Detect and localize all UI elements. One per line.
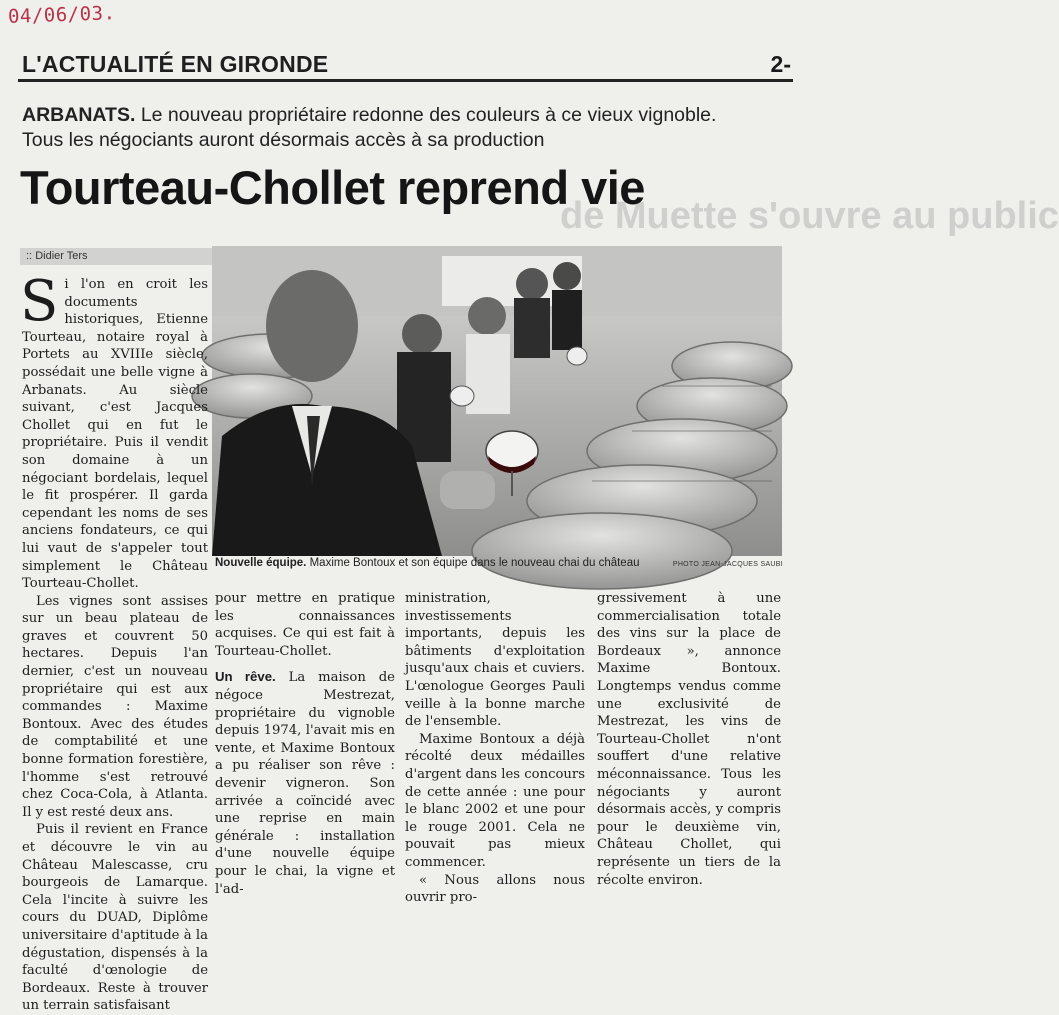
paragraph-6: ministration, investissements importants, depuis les bâtiments d'exploitation jusqu'aux chais et cuviers. L'œnologue Georges Pauli veille à la bonne marche de l'ensemble.: [405, 591, 585, 730]
page-number: 2-: [770, 51, 791, 77]
intertitle: Un rêve.: [215, 669, 276, 685]
kicker-place: ARBANATS.: [22, 104, 136, 126]
caption-title: Nouvelle équipe.: [215, 557, 307, 569]
paragraph-7: Maxime Bontoux a déjà récolté deux médailles d'argent dans les concours de cette année : une pour le blanc 2002 et une pour le rouge 2001. Cela ne pouvait pas mieux commencer.: [405, 731, 585, 870]
kicker: [22, 103, 787, 153]
article-column-1: [20, 269, 208, 1015]
byline-author: Didier Ters: [35, 250, 88, 262]
paragraph-8: « Nous allons nous ouvrir pro-: [405, 872, 585, 906]
headline: Tourteau-Chollet reprend vie: [20, 161, 645, 214]
article-column-3: [405, 590, 585, 907]
paragraph-5: Un rêve. La maison de négoce Mestrezat, propriétaire du vignoble depuis 1974, l'avait mis en vente, et Maxime Bontoux a pu réaliser son rêve : devenir vigneron. Son arrivée a coïncidé avec une reprise en main générale : installation d'une nouvelle équipe pour le chai, la vigne et l'ad-: [215, 669, 395, 897]
paragraph-9: gressivement à une commercialisation totale des vins sur la place de Bordeaux », annonce Maxime Bontoux. Longtemps vendus comme une exclusivité de Mestrezat, les vins de Tourteau-Chollet n'ont souffert d'une relative méconnaissance. Tous les négociants y auront désormais accès, y compris pour le deuxième vin, Château Chollet, qui représente un tiers de la récolte environ.: [597, 591, 781, 888]
kicker-line-2: Tous les négociants auront désormais accès à sa production: [22, 129, 545, 151]
byline-marker-icon: ::: [26, 250, 33, 262]
paragraph-1: Si l'on en croit les documents historiques, Etienne Tourteau, notaire royal à Portets au XVIIIe siècle, possédait une belle vigne à Arbanats. Au siècle suivant, c'est Jacques Chollet qui en fut le propriétaire. Puis il vendit son domaine à un négociant bordelais, lequel le fit prospérer. Il garda cependant les noms de ses anciens fondateurs, ce qui lui vaut de s'appeler tout simplement le Château Tourteau-Chollet.: [20, 269, 208, 592]
paragraph-4: pour mettre en pratique les connaissances acquises. Ce qui est fait à Tourteau-Chollet.: [215, 591, 395, 659]
photo-illustration: [212, 246, 782, 556]
caption-text: Maxime Bontoux et son équipe dans le nouveau chai du château: [309, 557, 640, 569]
date-stamp: 04/06/03.: [7, 2, 116, 28]
photo-credit: PHOTO JEAN-JACQUES SAUBI: [672, 561, 783, 568]
section-title: L'ACTUALITÉ EN GIRONDE: [22, 51, 329, 77]
article-column-2: [215, 590, 395, 898]
article-column-4: [597, 590, 781, 889]
section-header: [18, 48, 793, 82]
bleed-through-headline: de Muette s'ouvre au public: [560, 195, 1059, 237]
paragraph-3: Puis il revient en France et découvre le vin au Château Malescasse, cru bourgeois de Lamarque. Cela l'incite à suivre les cours du DUAD, Diplôme universitaire d'aptitude à la dégustation, dispensés à la faculté d'œnologie de Bordeaux. Reste à trouver un terrain satisfaisant: [22, 822, 208, 1014]
photo-caption: [215, 557, 783, 569]
article-photo: [212, 246, 782, 556]
kicker-line-1: Le nouveau propriétaire redonne des couleurs à ce vieux vignoble.: [140, 104, 717, 126]
byline: [20, 248, 214, 265]
paragraph-2: Les vignes sont assises sur un beau plateau de graves et couvrent 50 hectares. Depuis l'an dernier, c'est un nouveau propriétaire qui est aux commandes : Maxime Bontoux. Avec des études de comptabilité et une bonne formation forestière, l'homme s'est retrouvé chez Coca-Cola, à Atlanta. Il y est resté deux ans.: [22, 593, 208, 820]
drop-cap: S: [20, 269, 59, 334]
